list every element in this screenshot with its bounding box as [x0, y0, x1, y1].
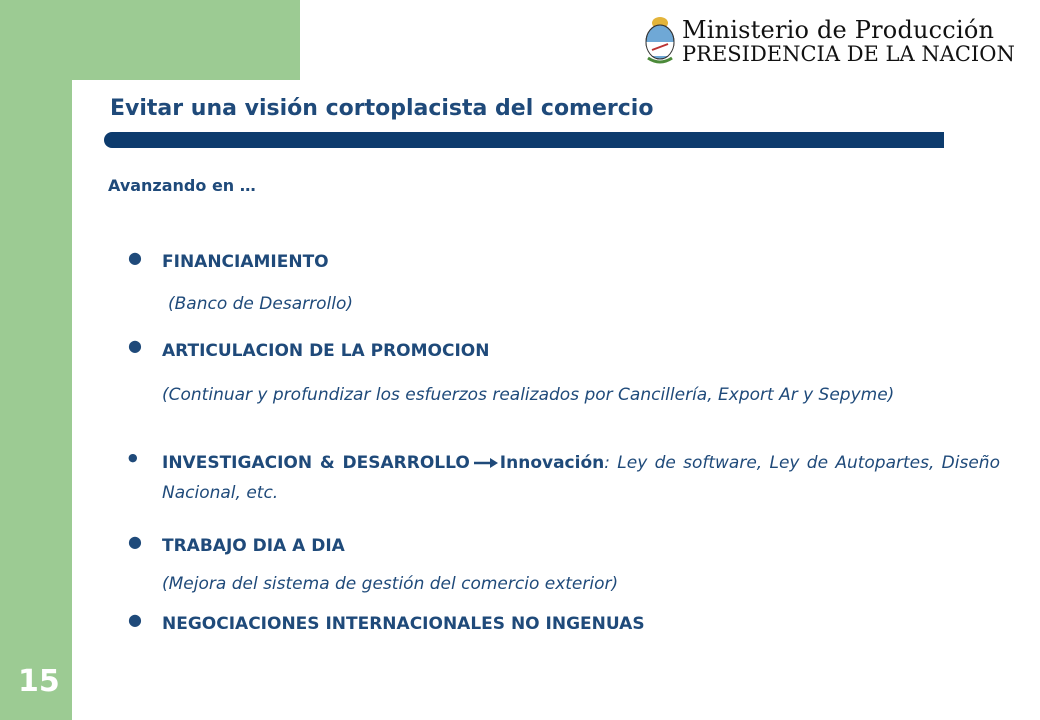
arrow-right-icon: [474, 458, 498, 468]
item-title-financiamiento: FINANCIAMIENTO: [162, 252, 329, 272]
slide-title: Evitar una visión cortoplacista del comercio: [110, 96, 654, 121]
bullet-icon: ●: [128, 248, 142, 267]
ministry-logo: [640, 12, 1020, 68]
item-desc-investigacion: : Ley de software, Ley de Autopartes, Diseño Nacional, etc.: [162, 453, 1000, 503]
left-green-band: [0, 0, 72, 720]
bullet-icon: ●: [128, 451, 138, 464]
bullet-icon: ●: [128, 532, 142, 551]
slide-number: 15: [18, 664, 60, 699]
national-seal-icon: [642, 14, 678, 66]
top-green-band: [0, 0, 300, 80]
logo-presidency: PRESIDENCIA DE LA NACION: [682, 42, 1015, 66]
slide-subtitle: Avanzando en …: [108, 176, 256, 195]
item-title-negociaciones: NEGOCIACIONES INTERNACIONALES NO INGENUAS: [162, 614, 645, 634]
bullet-icon: ●: [128, 336, 142, 355]
item-investigacion: [162, 448, 1000, 508]
bullet-icon: ●: [128, 610, 142, 629]
item-highlight-innovacion: Innovación: [499, 453, 605, 473]
item-title-investigacion: INVESTIGACION & DESARROLLO: [162, 453, 470, 473]
item-title-articulacion: ARTICULACION DE LA PROMOCION: [162, 341, 490, 361]
title-underline-bar: [104, 132, 944, 148]
item-desc-trabajo: (Mejora del sistema de gestión del comercio exterior): [162, 574, 619, 594]
item-title-trabajo: TRABAJO DIA A DIA: [162, 536, 345, 556]
logo-ministry-name: Ministerio de Producción: [682, 16, 995, 44]
item-desc-financiamiento: (Banco de Desarrollo): [168, 294, 353, 314]
item-desc-articulacion: (Continuar y profundizar los esfuerzos realizados por Cancillería, Export Ar y Sepyme): [162, 385, 895, 405]
